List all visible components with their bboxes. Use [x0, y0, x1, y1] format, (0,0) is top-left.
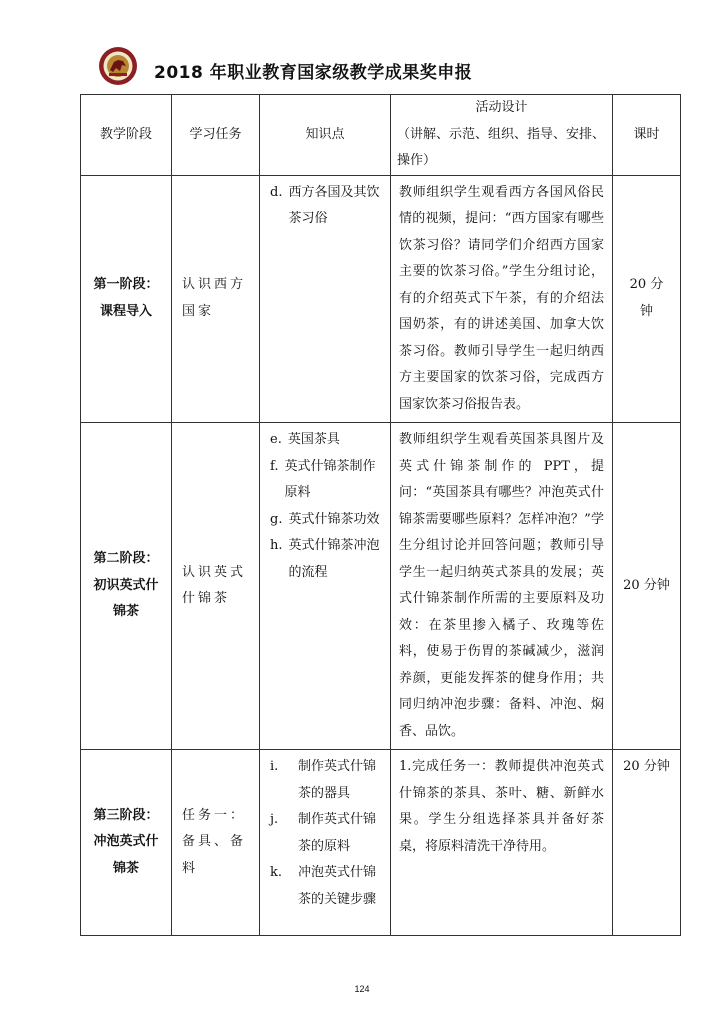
col-header-activity-subtitle: （讲解、示范、组织、指导、安排、操作） — [397, 126, 606, 168]
school-emblem-icon — [98, 46, 138, 86]
knowledge-marker: j. — [270, 812, 279, 827]
knowledge-text: 西方各国及其饮茶习俗 — [288, 184, 380, 226]
knowledge-text: 冲泡英式什锦茶的关键步骤 — [298, 865, 377, 907]
page-header — [96, 40, 636, 90]
knowledge-marker: g. — [270, 511, 283, 527]
teaching-plan-table — [80, 94, 681, 936]
task-cell: 认识西方国家 — [172, 175, 260, 423]
knowledge-item — [270, 754, 382, 807]
activity-cell: 1.完成任务一：教师提供冲泡英式什锦茶的茶具、茶叶、糖、新鲜水果。学生分组选择茶具并备好茶桌，将原料清洗干净待用。 — [391, 750, 613, 936]
col-header-stage: 教学阶段 — [81, 95, 172, 176]
knowledge-item — [270, 807, 382, 860]
page-number: 124 — [354, 984, 370, 994]
knowledge-item — [270, 533, 382, 586]
knowledge-text: 英式什锦茶功效 — [288, 511, 380, 527]
table-row — [81, 750, 681, 936]
knowledge-marker: e. — [270, 432, 282, 447]
stage-cell: 第二阶段：初识英式什锦茶 — [81, 423, 172, 750]
hours-cell: 20 分钟 — [613, 423, 681, 750]
stage-cell: 第三阶段：冲泡英式什锦茶 — [81, 750, 172, 936]
knowledge-text: 制作英式什锦茶的原料 — [298, 812, 377, 854]
table-row — [81, 423, 681, 750]
knowledge-text: 制作英式什锦茶的器具 — [298, 759, 377, 801]
knowledge-item — [270, 180, 382, 233]
col-header-hours: 课时 — [613, 95, 681, 176]
knowledge-text: 英式什锦茶制作原料 — [284, 458, 376, 500]
knowledge-item — [270, 454, 382, 507]
activity-cell: 教师组织学生观看英国茶具图片及英式什锦茶制作的 PPT，提问：“英国茶具有哪些？冲泡英式什锦茶需要哪些原料？怎样冲泡？”学生分组讨论并回答问题；教师引导学生一起归纳英式茶具的发展；英式什锦茶制作所需的主要原料及功效：在茶里掺入橘子、玫瑰等佐料，使易于伤胃的茶碱减少，滋润养颜，更能发挥茶的健身作用；共同归纳冲泡步骤：备料、冲泡、焖香、品饮。 — [391, 423, 613, 750]
knowledge-cell — [260, 175, 391, 423]
knowledge-marker: f. — [270, 458, 279, 474]
hours-cell: 20 分钟 — [613, 175, 681, 423]
hours-cell: 20 分钟 — [613, 750, 681, 936]
knowledge-item — [270, 427, 382, 454]
activity-cell: 教师组织学生观看西方各国风俗民情的视频，提问：“西方国家有哪些饮茶习俗？请同学们介绍西方国家主要的饮茶习俗。”学生分组讨论，有的介绍英式下午茶，有的介绍法国奶茶，有的讲述美国、加拿大饮茶习俗。教师引导学生一起归纳西方主要国家的饮茶习俗，完成西方国家饮茶习俗报告表。 — [391, 175, 613, 423]
knowledge-cell — [260, 750, 391, 936]
knowledge-marker: h. — [270, 538, 283, 553]
knowledge-marker: d. — [270, 184, 283, 200]
col-header-task: 学习任务 — [172, 95, 260, 176]
task-cell: 任务一：备具、备料 — [172, 750, 260, 936]
document-title: 2018 年职业教育国家级教学成果奖申报 — [154, 63, 473, 83]
table-row — [81, 175, 681, 423]
col-header-activity-title: 活动设计 — [475, 100, 528, 115]
knowledge-text: 英式什锦茶冲泡的流程 — [288, 538, 380, 580]
knowledge-item — [270, 507, 382, 534]
knowledge-cell — [260, 423, 391, 750]
knowledge-text: 英国茶具 — [287, 432, 340, 447]
knowledge-item — [270, 860, 382, 913]
table-header-row — [81, 95, 681, 176]
knowledge-marker: k. — [270, 865, 283, 880]
stage-cell: 第一阶段：课程导入 — [81, 175, 172, 423]
task-cell: 认识英式什锦茶 — [172, 423, 260, 750]
knowledge-marker: i. — [270, 759, 279, 774]
col-header-activity — [391, 95, 613, 176]
col-header-knowledge: 知识点 — [260, 95, 391, 176]
